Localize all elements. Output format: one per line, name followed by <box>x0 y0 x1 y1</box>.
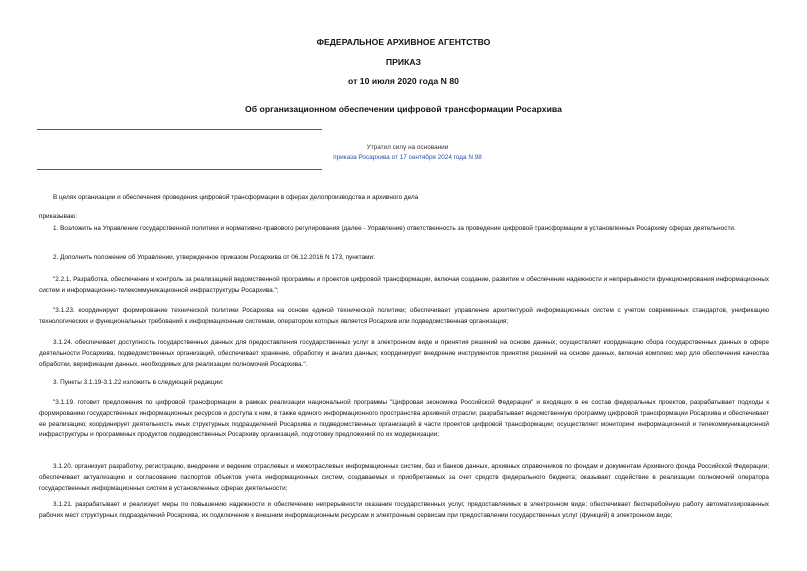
divider-bottom <box>37 169 322 170</box>
quote-3-1-24-paragraph: 3.1.24. обеспечивает доступность государственных данных для предоставления государственных услуг в электронном виде и принятия решений на основе данных; осуществляет координацию сбора государственных данных в сфере деятельности Росархива, подведомственных организаций, обеспечивает хранение, обработку и анализ данных; координирует внедрение инструментов принятия решений на основе данных, включая комплекс мер для обеспечения качества обработки, верификации данных, необходимых для реализации полномочий Росархива.". <box>39 339 769 368</box>
order-word: приказываю: <box>39 213 77 220</box>
item-1-paragraph: 1. Возложить на Управление государственной политики и нормативно-правового регулирования (далее - Управление) ответственность за проведение цифровой трансформации в установленных Росархиву сферах деятельности. <box>53 225 736 232</box>
document-type-heading: ПРИКАЗ <box>385 57 422 67</box>
item-3-paragraph: 3. Пункты 3.1.19-3.1.22 изложить в следующей редакции: <box>53 379 224 386</box>
quote-3-1-23-paragraph: "3.1.23. координирует формирование технической политики Росархива на основе единой технической политики; обеспечивает управление архитектурой информационных систем с учетом современных стандартов, унификацию технологических и функциональных требований к информационным системам, оператором которых является Росархив или подведомственная организация; <box>39 307 769 325</box>
quote-3-1-19-paragraph: "3.1.19. готовит предложения по цифровой трансформации в рамках реализации национальной программы "Цифровая экономика Российской Федерации" и входящих в ее состав федеральных проектов, разрабатывает подходы к формированию государственных информационных ресурсов и доступа к ним, в также единого информационного пространства архивной отрасли; разрабатывает ведомственную программу цифровой трансформации Росархива и обеспечивает ее реализацию; координирует деятельность иных структурных подразделений Росархива и подведомственных организаций в части проектов цифровой трансформации; осуществляет мониторинг информационной и телекоммуникационной инфраструктуры и программных продуктов подведомственных Росархиву организаций, подготовку предложений по их модернизации; <box>39 399 769 439</box>
quote-3-1-20-paragraph: 3.1.20. организует разработку, регистрацию, внедрение и ведение отраслевых и межотраслевых информационных систем, баз и банков данных, архивных справочников по фондам и документам Архивного фонда Российской Федерации; обеспечивает актуализацию и согласование паспортов объектов учета информационных систем, создаваемых и приобретаемых за счет средств федерального бюджета; оказывает содействие в реализации полномочий оператора государственных информационных систем в установленных сферах деятельности; <box>39 463 769 492</box>
intro-paragraph: В целях организации и обеспечения проведения цифровой трансформации в сферах делопроизводства и архивного дела <box>53 194 419 201</box>
divider-top <box>37 129 322 130</box>
document-title: Об организационном обеспечении цифровой трансформации Росархива <box>245 104 562 114</box>
date-number-heading: от 10 июля 2020 года N 80 <box>348 76 459 86</box>
item-2-paragraph: 2. Дополнить положение об Управлении, утвержденное приказом Росархива от 06.12.2016 N 173, пунктами: <box>53 254 375 261</box>
quote-2-2-1-paragraph: "2.2.1. Разработка, обеспечение и контроль за реализацией ведомственной программы и проектов цифровой трансформации, включая создание, развитие и обеспечение надежности и непрерывности функционирования информационных систем и информационно-телекоммуникационной инфраструктуры Росархива."; <box>39 276 769 294</box>
lapse-note-text: Утратил силу на основании <box>366 144 449 151</box>
agency-heading: ФЕДЕРАЛЬНОЕ АРХИВНОЕ АГЕНТСТВО <box>316 37 491 47</box>
lapse-note-link[interactable]: приказа Росархива от 17 сентября 2024 года N 98 <box>333 154 482 161</box>
quote-3-1-21-paragraph: 3.1.21. разрабатывает и реализует меры по повышению надежности и обеспечению непрерывности оказания государственных услуг, предоставляемых в электронном виде; обеспечивает бесперебойную работу автоматизированных рабочих мест структурных подразделений Росархива, их подключение к внешним информационным ресурсам и электронным сервисам при предоставлении государственных услуг (функций) в электронном виде; <box>39 501 769 519</box>
